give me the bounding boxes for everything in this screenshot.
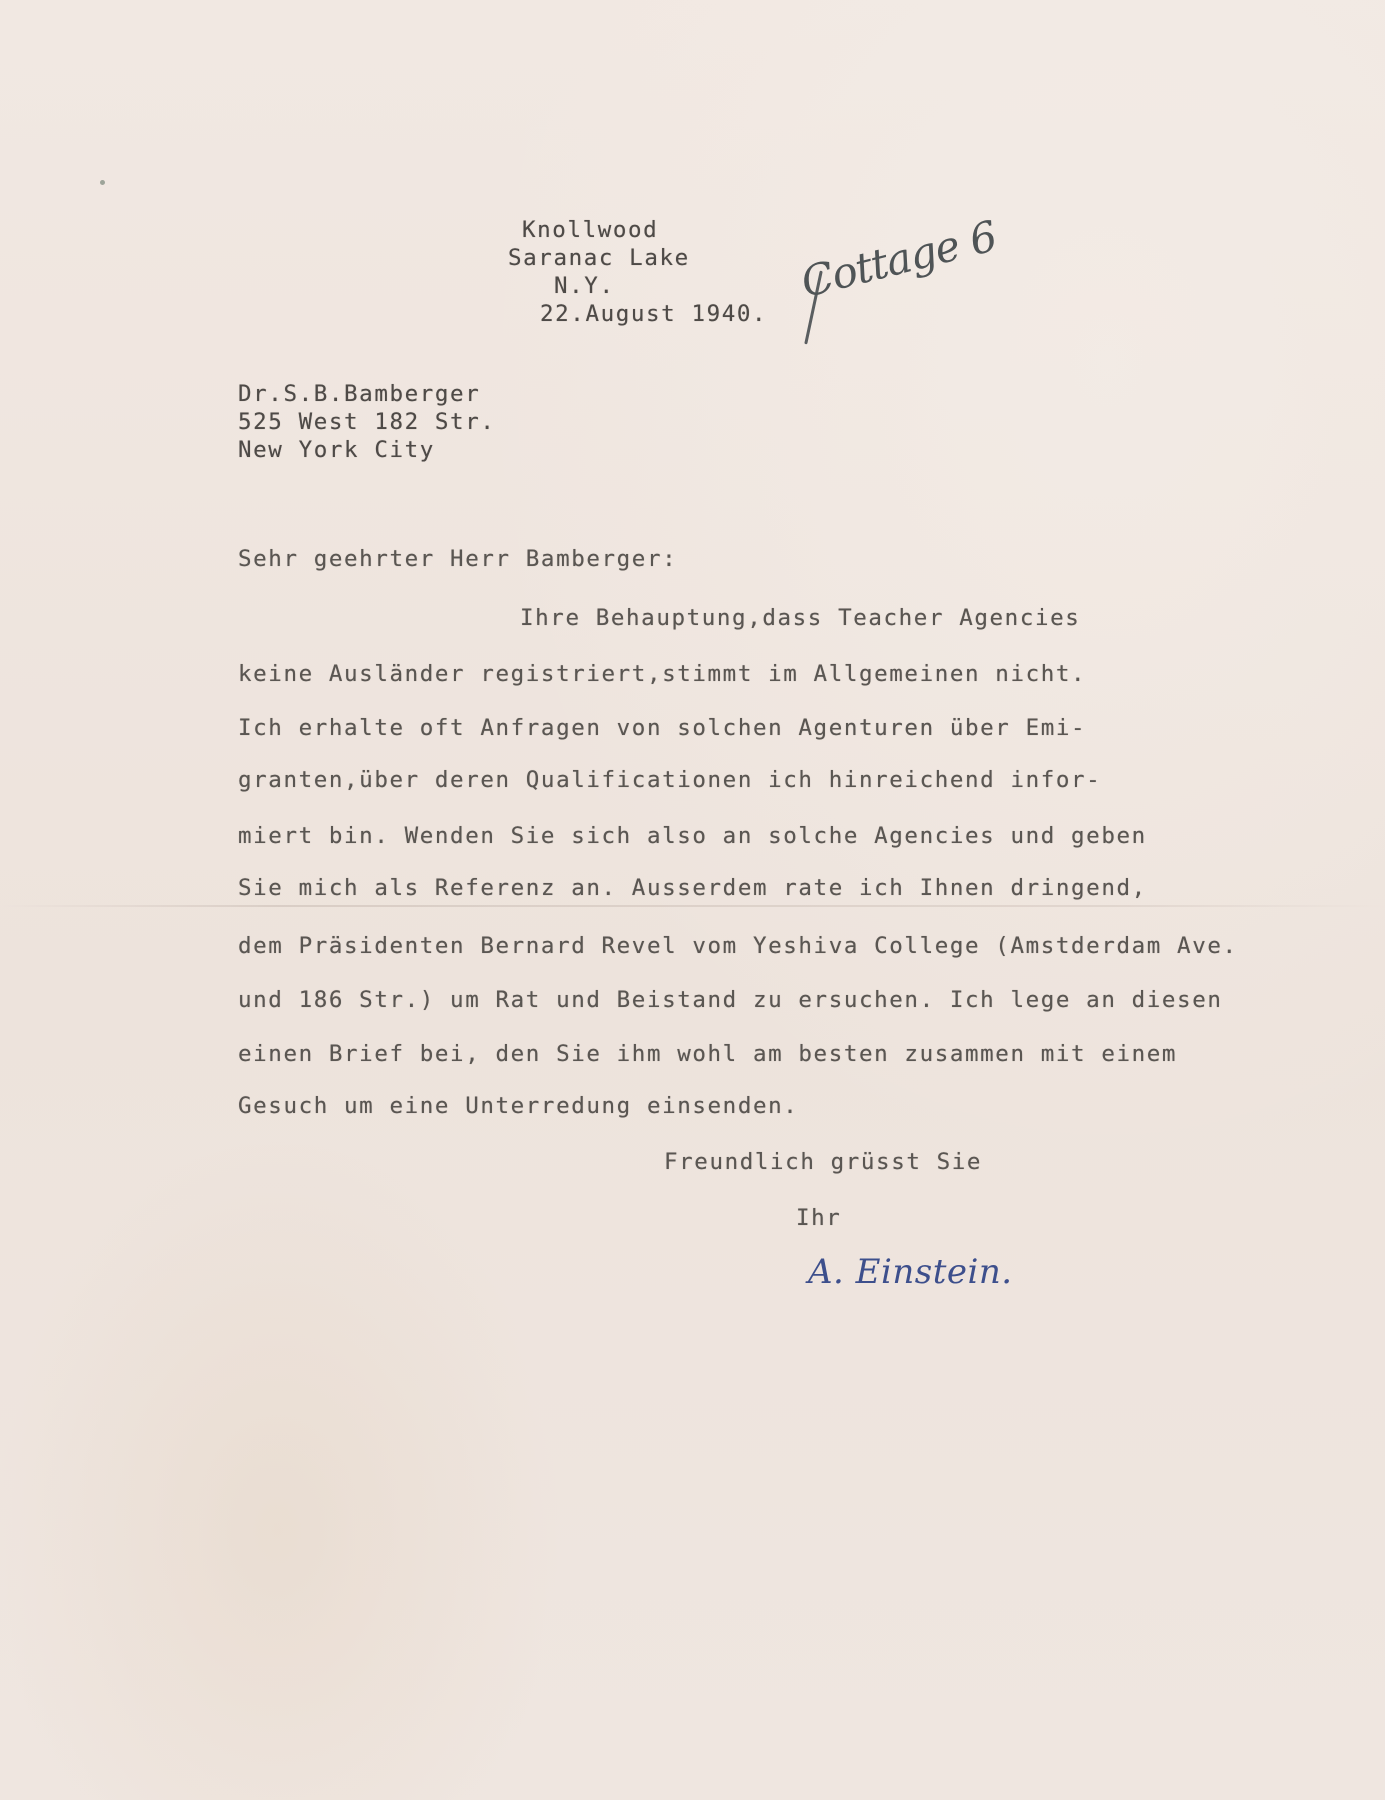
sender-address-line-1: Knollwood bbox=[522, 217, 659, 243]
body-line-1: Ihre Behauptung,dass Teacher Agencies bbox=[520, 605, 1081, 631]
letter-date: 22.August 1940. bbox=[540, 301, 768, 327]
recipient-address-line-3: New York City bbox=[238, 437, 435, 463]
paper-fold-crease bbox=[0, 905, 1385, 907]
sender-address-line-2: Saranac Lake bbox=[508, 245, 690, 271]
recipient-address-line-2: 525 West 182 Str. bbox=[238, 409, 496, 435]
salutation: Sehr geehrter Herr Bamberger: bbox=[238, 546, 678, 572]
body-line-6: Sie mich als Referenz an. Ausserdem rate ich Ihnen dringend, bbox=[238, 875, 1147, 901]
body-line-4: granten,über deren Qualificationen ich hinreichend infor- bbox=[238, 767, 1102, 793]
signature: A. Einstein. bbox=[808, 1252, 1013, 1292]
body-line-7: dem Präsidenten Bernard Revel vom Yeshiva College (Amstderdam Ave. bbox=[238, 933, 1238, 959]
closing: Freundlich grüsst Sie bbox=[664, 1149, 983, 1175]
body-line-9: einen Brief bei, den Sie ihm wohl am besten zusammen mit einem bbox=[238, 1041, 1178, 1067]
body-line-3: Ich erhalte oft Anfragen von solchen Agenturen über Emi- bbox=[238, 715, 1087, 741]
body-line-5: miert bin. Wenden Sie sich also an solche Agencies und geben bbox=[238, 823, 1147, 849]
recipient-address-line-1: Dr.S.B.Bamberger bbox=[238, 381, 481, 407]
body-line-2: keine Ausländer registriert,stimmt im Allgemeinen nicht. bbox=[238, 661, 1087, 687]
body-line-10: Gesuch um eine Unterredung einsenden. bbox=[238, 1093, 799, 1119]
closing-word: Ihr bbox=[796, 1205, 842, 1231]
handwritten-note: Cottage 6 bbox=[796, 211, 1002, 307]
paper-speck bbox=[100, 180, 105, 185]
sender-address-line-3: N.Y. bbox=[554, 273, 615, 299]
body-line-8: und 186 Str.) um Rat und Beistand zu ersuchen. Ich lege an diesen bbox=[238, 987, 1223, 1013]
